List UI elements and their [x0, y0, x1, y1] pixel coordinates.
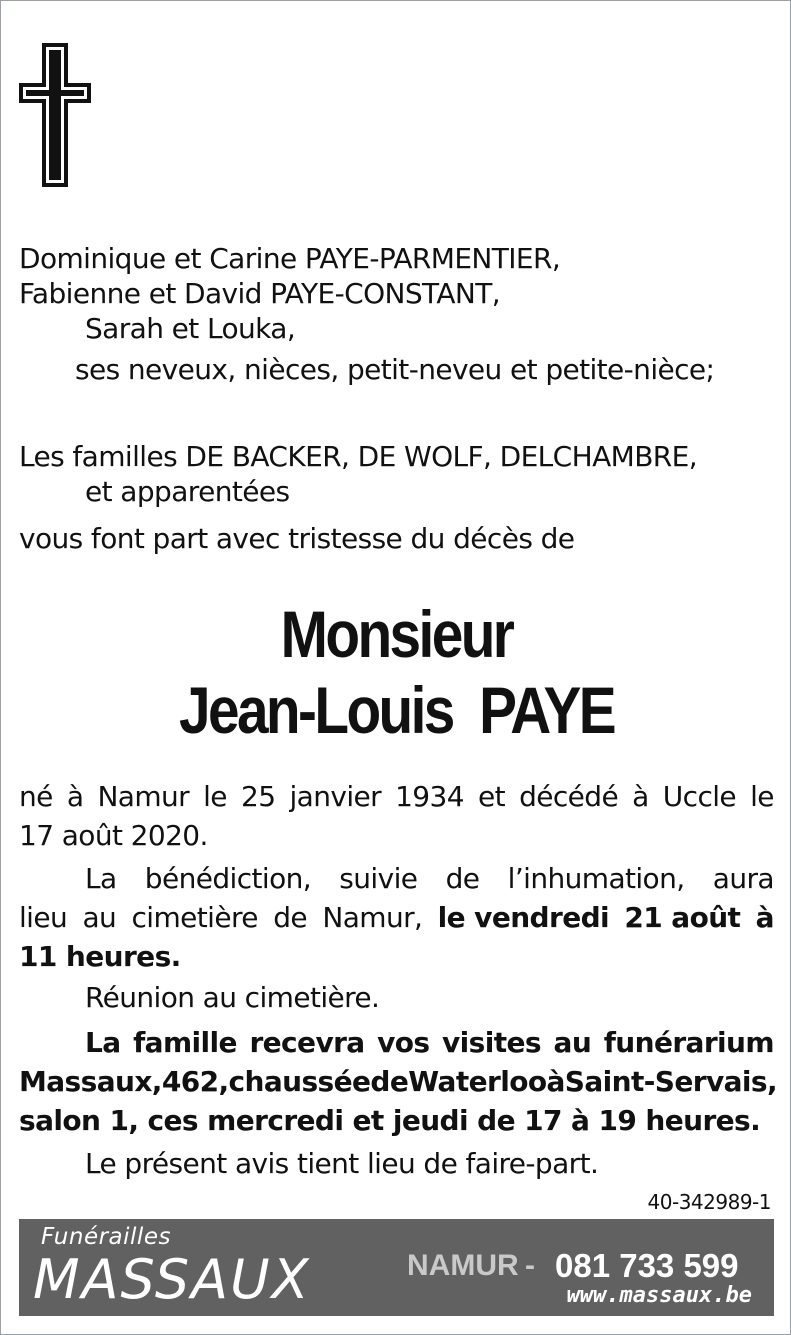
ceremony-line-2: lieu au cimetière de Namur, le vendredi 21 août à [19, 901, 774, 934]
family-line-2: Fabienne et David PAYE-CONSTANT, [19, 277, 501, 310]
notice-reference: 40-342989-1 [647, 1190, 771, 1214]
birth-line-1: né à Namur le 25 janvier 1934 et décédé à Uccle le [19, 780, 774, 813]
funeral-home-name: MASSAUX [33, 1248, 311, 1311]
cross-icon [19, 43, 91, 187]
family-line-1: Dominique et Carine PAYE-PARMENTIER, [19, 242, 561, 275]
meeting-paragraph [19, 978, 774, 1017]
visits-line-1: La famille recevra vos visites au funérarium [85, 1026, 774, 1059]
funeral-home-phone: 081 733 599 [555, 1247, 739, 1284]
ceremony-line-1: La bénédiction, suivie de l’inhumation, aura [85, 862, 774, 895]
ceremony-line-3: 11 heures. [19, 940, 181, 973]
visits-line-3: salon 1, ces mercredi et jeudi de 17 à 19 heures. [19, 1104, 761, 1137]
meeting-line: Réunion au cimetière. [85, 981, 380, 1014]
funeral-home-separator: - [525, 1249, 535, 1282]
funeral-home-banner [19, 1219, 774, 1316]
funeral-home-city: NAMUR [407, 1249, 519, 1282]
family-line-4: ses neveux, nièces, petit-neveu et petite-nièce; [75, 353, 715, 386]
visits-paragraph [19, 1023, 777, 1140]
visits-line-2: Massaux, 462, chaussée de Waterloo à Saint-Servais, [19, 1065, 777, 1098]
deceased-title: Monsieur [280, 597, 513, 671]
relatives-line-1: Les familles DE BACKER, DE WOLF, DELCHAMBRE, [19, 440, 698, 473]
funeral-home-website: www.massaux.be [566, 1283, 752, 1308]
closing-paragraph [19, 1144, 774, 1183]
relatives-line-2: et apparentées [85, 475, 290, 508]
family-line-3: Sarah et Louka, [85, 312, 296, 345]
birth-line-2: 17 août 2020. [19, 819, 208, 852]
funeral-home-subtitle: Funérailles [41, 1224, 171, 1250]
ceremony-paragraph [19, 859, 774, 976]
deceased-name: Jean-Louis PAYE [178, 673, 615, 747]
birth-paragraph [19, 777, 774, 855]
closing-line: Le présent avis tient lieu de faire-part. [85, 1147, 599, 1180]
announcement: vous font part avec tristesse du décès de [19, 522, 575, 555]
